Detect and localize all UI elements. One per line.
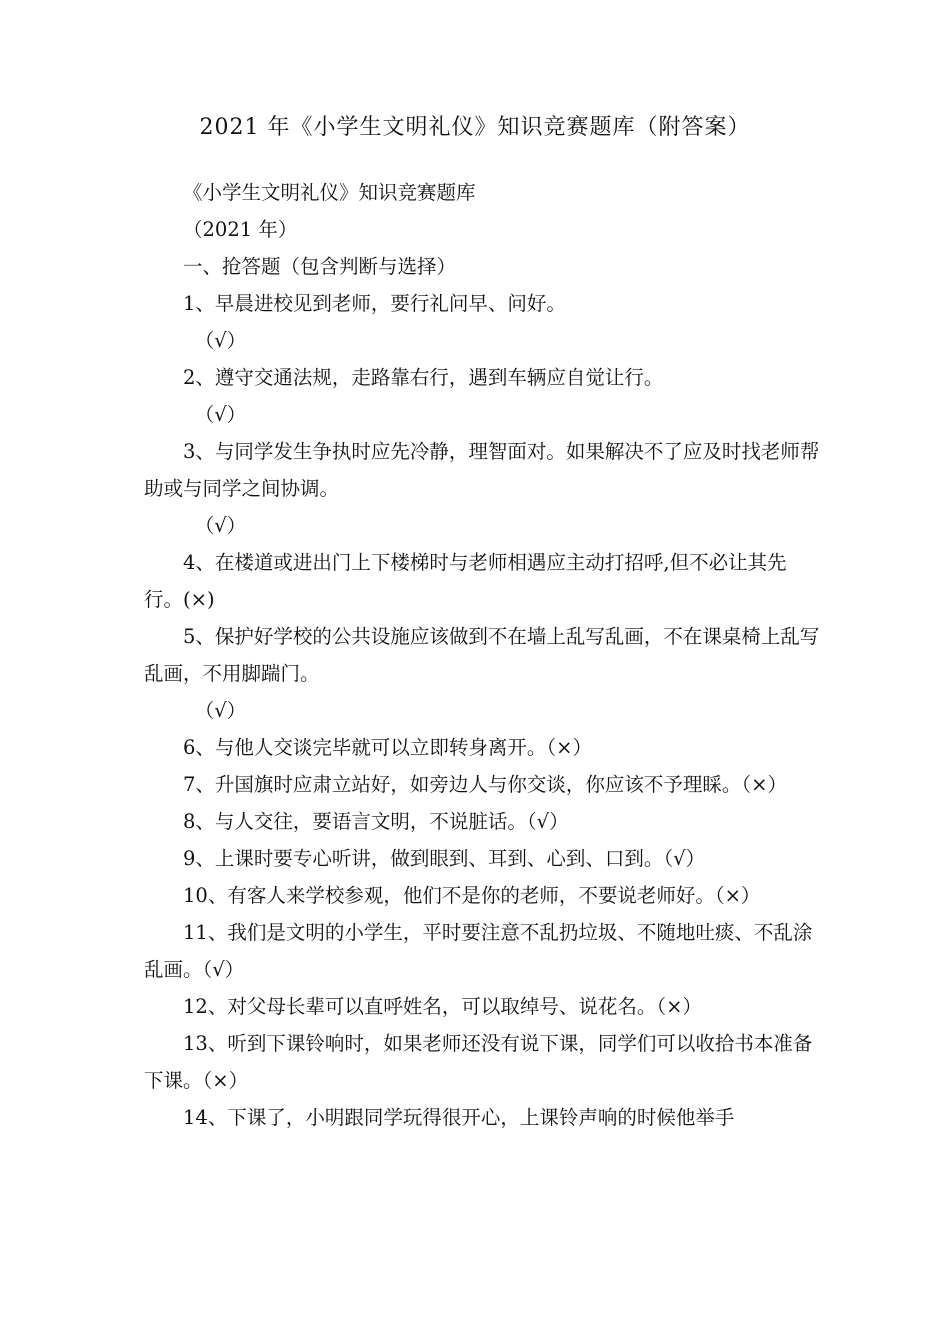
- question-text: 12、对父母长辈可以直呼姓名，可以取绰号、说花名。（×）: [183, 995, 702, 1018]
- section-heading: 一、抢答题（包含判断与选择）: [183, 255, 457, 278]
- question-text: 3、与同学发生争执时应先冷静，理智面对。如果解决不了应及时找老师帮助或与同学之间协调。: [144, 440, 820, 500]
- answer-mark: （√）: [194, 514, 247, 537]
- subtitle: 《小学生文明礼仪》知识竞赛题库: [183, 181, 476, 204]
- question-text: 1、早晨进校见到老师，要行礼问早、问好。: [183, 292, 566, 315]
- question-text: 8、与人交往，要语言文明，不说脏话。（√）: [183, 810, 569, 833]
- question-text: 5、保护好学校的公共设施应该做到不在墙上乱写乱画，不在课桌椅上乱写乱画，不用脚踹门。: [144, 625, 820, 685]
- question-text: 7、升国旗时应肃立站好，如旁边人与你交谈，你应该不予理睬。（×）: [183, 773, 787, 796]
- question-text: 10、有客人来学校参观，他们不是你的老师，不要说老师好。（×）: [183, 884, 761, 907]
- answer-mark: （√）: [194, 403, 247, 426]
- question-text: 6、与他人交谈完毕就可以立即转身离开。（×）: [183, 736, 592, 759]
- document-title: 2021 年《小学生文明礼仪》知识竞赛题库（附答案）: [199, 115, 751, 140]
- question-text: 13、听到下课铃响时，如果老师还没有说下课，同学们可以收拾书本准备下课。（×）: [144, 1032, 813, 1092]
- answer-mark: （√）: [194, 699, 247, 722]
- document-body: [144, 174, 824, 1136]
- question-text: 9、上课时要专心听讲，做到眼到、耳到、心到、口到。（√）: [183, 847, 706, 870]
- year-note: （2021 年）: [183, 218, 298, 241]
- answer-mark: （√）: [194, 329, 247, 352]
- question-text: 14、下课了，小明跟同学玩得很开心，上课铃声响的时候他举手: [183, 1106, 735, 1129]
- question-text: 11、我们是文明的小学生，平时要注意不乱扔垃圾、不随地吐痰、不乱涂乱画。（√）: [144, 921, 813, 981]
- question-text: 2、遵守交通法规，走路靠右行，遇到车辆应自觉让行。: [183, 366, 664, 389]
- question-text: 4、在楼道或进出门上下楼梯时与老师相遇应主动打招呼,但不必让其先行。(×): [144, 551, 787, 611]
